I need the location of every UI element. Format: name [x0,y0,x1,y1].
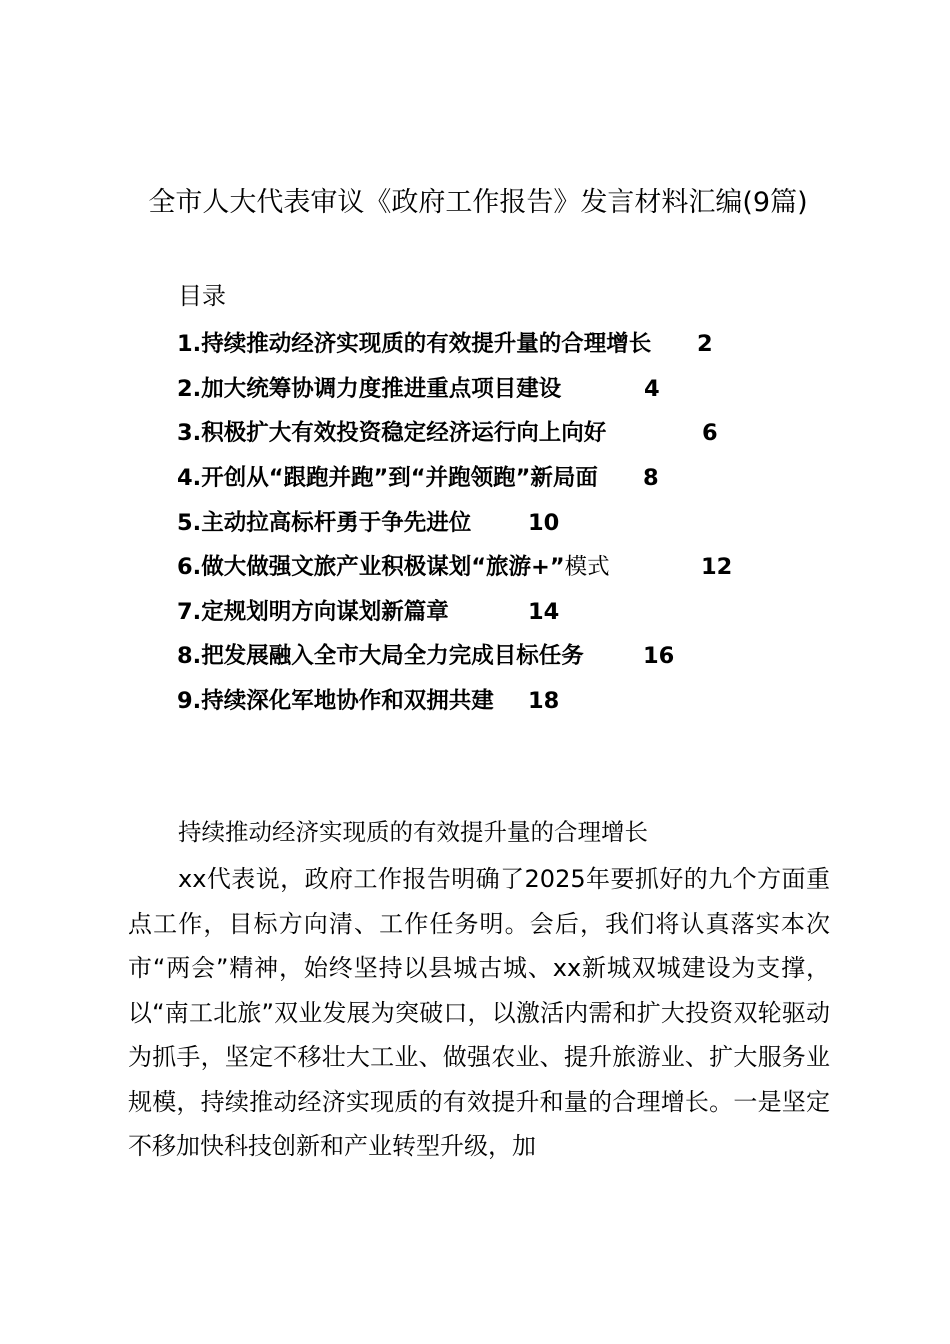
toc-item[interactable] [177,545,732,590]
toc-page-number: 4 [644,375,660,402]
section-heading: 持续推动经济实现质的有效提升量的合理增长 [178,818,648,846]
toc-item[interactable] [177,411,732,456]
toc-entry-title: 5.主动拉高标杆勇于争先进位 [177,509,472,536]
toc-item[interactable] [177,500,732,545]
toc-link[interactable] [177,369,660,409]
toc-item[interactable] [177,456,732,501]
body-paragraph: xx代表说，政府工作报告明确了2025年要抓好的九个方面重点工作，目标方向清、工作任务明。会后，我们将认真落实本次市“两会”精神，始终坚持以县城古城、xx新城双城建设为支撑，以“南工北旅”双业发展为突破口，以激活内需和扩大投资双轮驱动为抓手，坚定不移壮大工业、做强农业、提升旅游业、扩大服务业规模，持续推动经济实现质的有效提升和量的合理增长。一是坚定不移加快科技创新和产业转型升级，加 [128,865,830,1160]
document-title: 全市人大代表审议《政府工作报告》发言材料汇编(9篇) [148,187,808,218]
toc-entry-title: 2.加大统筹协调力度推进重点项目建设 [177,375,562,402]
toc-item[interactable] [177,634,732,679]
toc-link[interactable] [177,636,674,676]
toc-page-number: 8 [643,465,659,492]
toc-item[interactable] [177,367,732,412]
toc-link[interactable] [177,458,659,498]
toc-page-number: 18 [528,688,560,715]
toc-entry-title: 8.把发展融入全市大局全力完成目标任务 [177,643,584,670]
toc-item[interactable] [177,322,732,367]
toc-link[interactable] [177,681,559,721]
toc-page-number: 10 [528,509,560,536]
toc-link[interactable] [177,547,732,587]
toc-link[interactable] [177,592,559,632]
toc-page-number: 6 [702,420,718,447]
toc-entry-title-suffix: 模式 [564,554,610,581]
toc-page-number: 12 [701,554,733,581]
toc-entry-title-main: 6.做大做强文旅产业积极谋划“旅游+” [177,554,565,581]
toc-page-number: 14 [528,598,560,625]
toc-page-number: 16 [643,643,675,670]
toc-entry-title: 1.持续推动经济实现质的有效提升量的合理增长 [177,331,652,358]
toc-item[interactable] [177,679,732,724]
table-of-contents [177,322,732,723]
toc-entry-title: 4.开创从“跟跑并跑”到“并跑领跑”新局面 [177,465,598,492]
toc-heading: 目录 [178,282,226,310]
toc-link[interactable] [177,503,559,543]
toc-entry-title: 9.持续深化军地协作和双拥共建 [177,688,494,715]
toc-link[interactable] [177,324,713,364]
toc-entry-title [177,547,701,587]
toc-entry-title: 7.定规划明方向谋划新篇章 [177,598,449,625]
toc-page-number: 2 [697,331,713,358]
toc-item[interactable] [177,590,732,635]
toc-entry-title: 3.积极扩大有效投资稳定经济运行向上向好 [177,420,607,447]
toc-link[interactable] [177,413,718,453]
